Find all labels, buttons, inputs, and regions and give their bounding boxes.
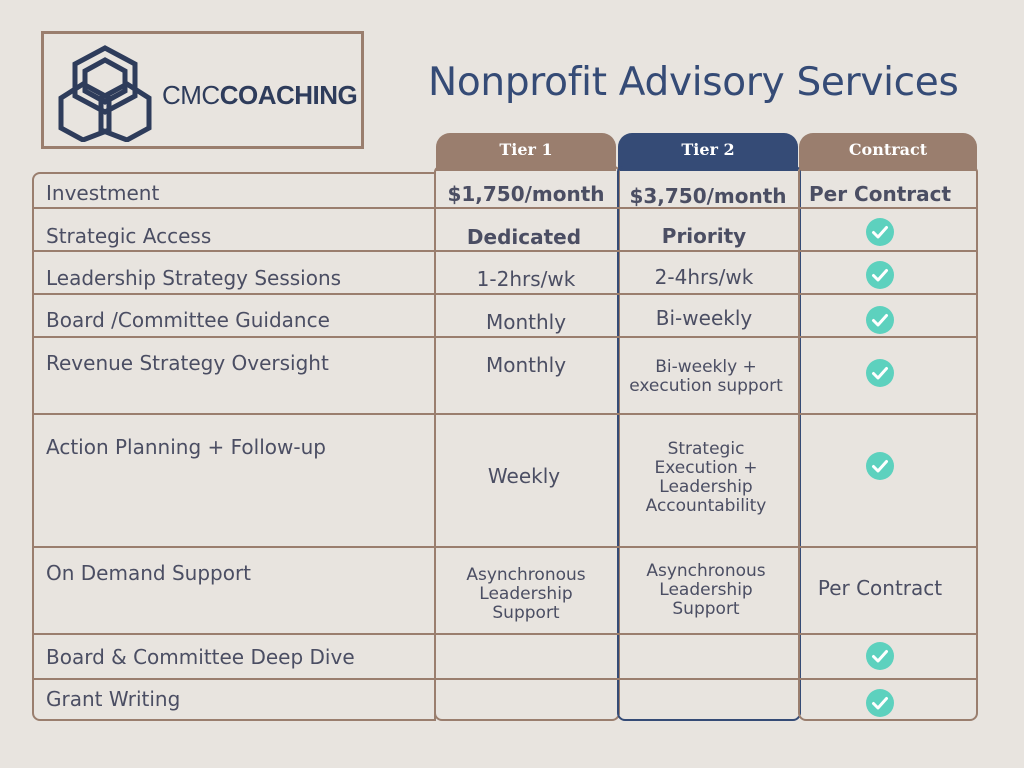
row-label-investment: Investment <box>46 181 160 205</box>
logo-knot-icon <box>57 44 153 142</box>
tier2-leadership-sessions: 2-4hrs/wk <box>654 265 754 289</box>
row-label-leadership-sessions: Leadership Strategy Sessions <box>46 266 342 290</box>
tier1-strategic-access: Dedicated <box>466 225 582 249</box>
header-tier1: Tier 1 <box>436 133 616 171</box>
row-divider <box>32 413 977 415</box>
tier1-leadership-sessions: 1-2hrs/wk <box>476 267 576 291</box>
tier2-investment: $3,750/month <box>629 184 787 208</box>
row-label-revenue-oversight: Revenue Strategy Oversight <box>46 351 329 375</box>
contract-deep-dive <box>800 641 960 671</box>
row-label-action-planning: Action Planning + Follow-up <box>46 435 326 459</box>
row-label-board-guidance: Board /Committee Guidance <box>46 308 330 332</box>
tier2-on-demand: Asynchronous Leadership Support <box>646 560 766 619</box>
row-label-deep-dive: Board & Committee Deep Dive <box>46 645 355 669</box>
header-contract: Contract <box>799 133 977 171</box>
header-tier2: Tier 2 <box>618 133 798 171</box>
check-icon <box>866 359 894 387</box>
row-label-grant-writing: Grant Writing <box>46 687 181 711</box>
contract-revenue-oversight <box>800 358 960 388</box>
row-divider <box>32 678 977 680</box>
contract-investment: Per Contract <box>809 182 952 206</box>
tier2-revenue-oversight: Bi-weekly + execution support <box>629 357 783 396</box>
tier1-investment: $1,750/month <box>447 182 605 206</box>
contract-board-guidance <box>800 305 960 335</box>
check-icon <box>866 218 894 246</box>
logo <box>41 31 364 149</box>
contract-action-planning <box>800 451 960 481</box>
row-label-strategic-access: Strategic Access <box>46 224 212 248</box>
row-divider <box>32 546 977 548</box>
tier1-board-guidance: Monthly <box>485 310 567 334</box>
tier2-board-guidance: Bi-weekly <box>655 306 753 330</box>
check-icon <box>866 306 894 334</box>
row-label-on-demand: On Demand Support <box>46 561 252 585</box>
tier1-revenue-oversight: Monthly <box>485 353 567 377</box>
contract-grant-writing <box>800 688 960 718</box>
contract-on-demand: Per Contract <box>817 576 943 600</box>
contract-leadership-sessions <box>800 260 960 290</box>
row-divider <box>32 633 977 635</box>
page-title: Nonprofit Advisory Services <box>428 60 959 105</box>
check-icon <box>866 261 894 289</box>
tier2-action-planning: Strategic Execution + Leadership Accountability <box>645 439 767 516</box>
check-icon <box>866 452 894 480</box>
contract-strategic-access <box>800 217 960 247</box>
tier2-strategic-access: Priority <box>661 224 747 248</box>
tier1-on-demand: Asynchronous Leadership Support <box>466 564 586 623</box>
logo-wordmark: CMCCOACHING <box>162 80 358 110</box>
check-icon <box>866 689 894 717</box>
tier1-action-planning: Weekly <box>487 464 561 488</box>
check-icon <box>866 642 894 670</box>
